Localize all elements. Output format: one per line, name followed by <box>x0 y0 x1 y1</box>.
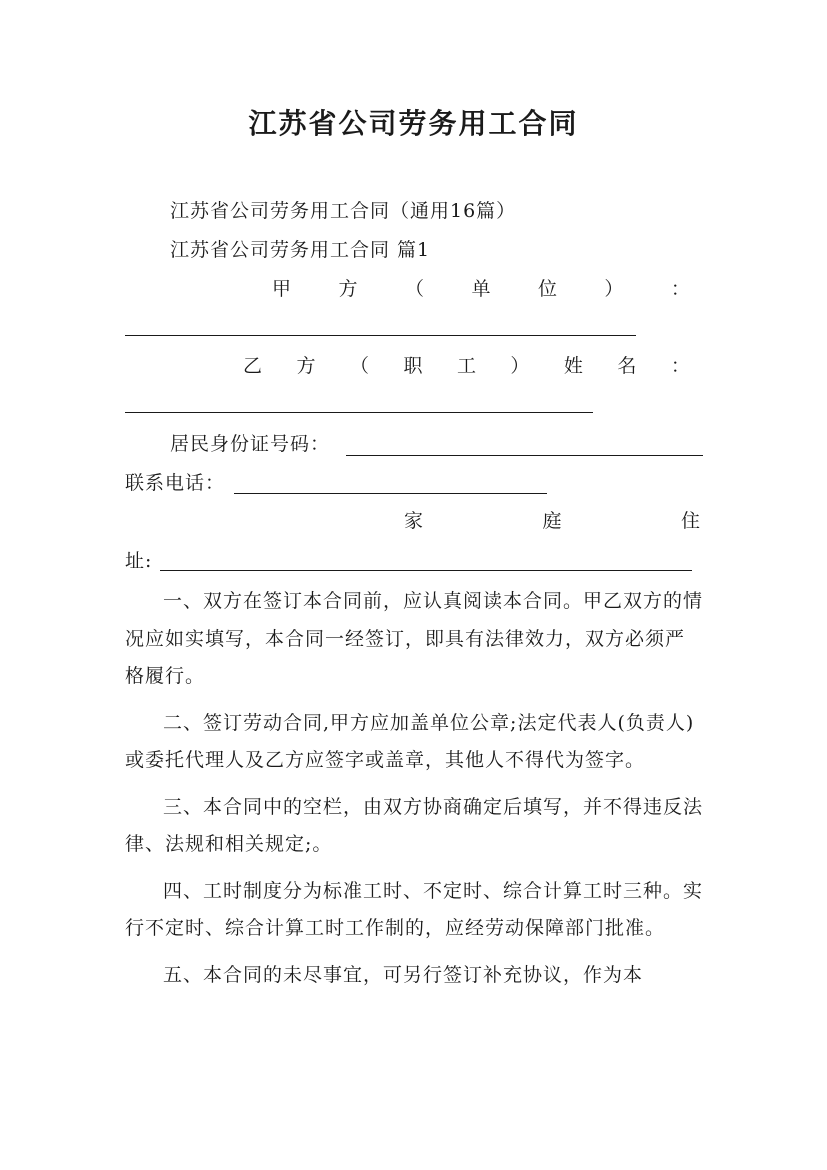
paragraph: 五、本合同的未尽事宜，可另行签订补充协议，作为本 <box>163 963 644 986</box>
phone-blank[interactable] <box>234 493 547 494</box>
party-a-char: 甲 <box>272 278 292 300</box>
paragraph: 二、签订劳动合同,甲方应加盖单位公章;法定代表人(负责人)或委托代理人及乙方应签字或盖章，其他人不得代为签字。 <box>125 711 695 771</box>
party-b-char: 名 <box>617 355 637 377</box>
party-b-char: 工 <box>456 355 476 377</box>
address-char: 住 <box>680 510 700 532</box>
party-a-char: ） <box>604 278 624 300</box>
id-number-blank[interactable] <box>346 455 703 456</box>
party-a-char: 单 <box>471 278 491 300</box>
address-char: 家 <box>404 510 424 532</box>
address-char: 庭 <box>542 510 562 532</box>
phone-label: 联系电话： <box>125 472 226 494</box>
party-a-char: （ <box>404 278 424 300</box>
address-label-tail: 址: <box>125 550 153 572</box>
party-b-char: 乙 <box>243 355 263 377</box>
party-a-blank[interactable] <box>125 335 636 336</box>
party-a-char: 位 <box>537 278 557 300</box>
document-title: 江苏省公司劳务用工合同 <box>248 107 579 140</box>
party-a-char: 方 <box>338 278 358 300</box>
party-b-char: ： <box>670 355 690 377</box>
id-number-label: 居民身份证号码： <box>170 433 331 455</box>
party-a-char: ： <box>670 278 690 300</box>
party-b-char: 方 <box>296 355 316 377</box>
address-blank[interactable] <box>160 570 692 571</box>
party-b-char: ） <box>510 355 530 377</box>
contract-notes <box>125 583 703 994</box>
party-a-label <box>272 276 690 302</box>
paragraph: 四、工时制度分为标准工时、不定时、综合计算工时三种。实行不定时、综合计算工时工作制的，应经劳动保障部门批准。 <box>125 879 704 939</box>
party-b-label <box>243 353 690 379</box>
section-heading: 江苏省公司劳务用工合同 篇1 <box>170 239 431 261</box>
paragraph: 一、双方在签订本合同前，应认真阅读本合同。甲乙双方的情况应如实填写，本合同一经签订，即具有法律效力，双方必须严格履行。 <box>125 590 704 687</box>
document-subtitle: 江苏省公司劳务用工合同（通用16篇） <box>170 200 517 222</box>
party-b-char: （ <box>349 355 369 377</box>
party-b-char: 职 <box>403 355 423 377</box>
paragraph: 三、本合同中的空栏，由双方协商确定后填写，并不得违反法律、法规和相关规定;。 <box>125 795 704 855</box>
party-b-blank[interactable] <box>125 412 593 413</box>
address-label <box>404 508 700 534</box>
party-b-char: 姓 <box>563 355 583 377</box>
